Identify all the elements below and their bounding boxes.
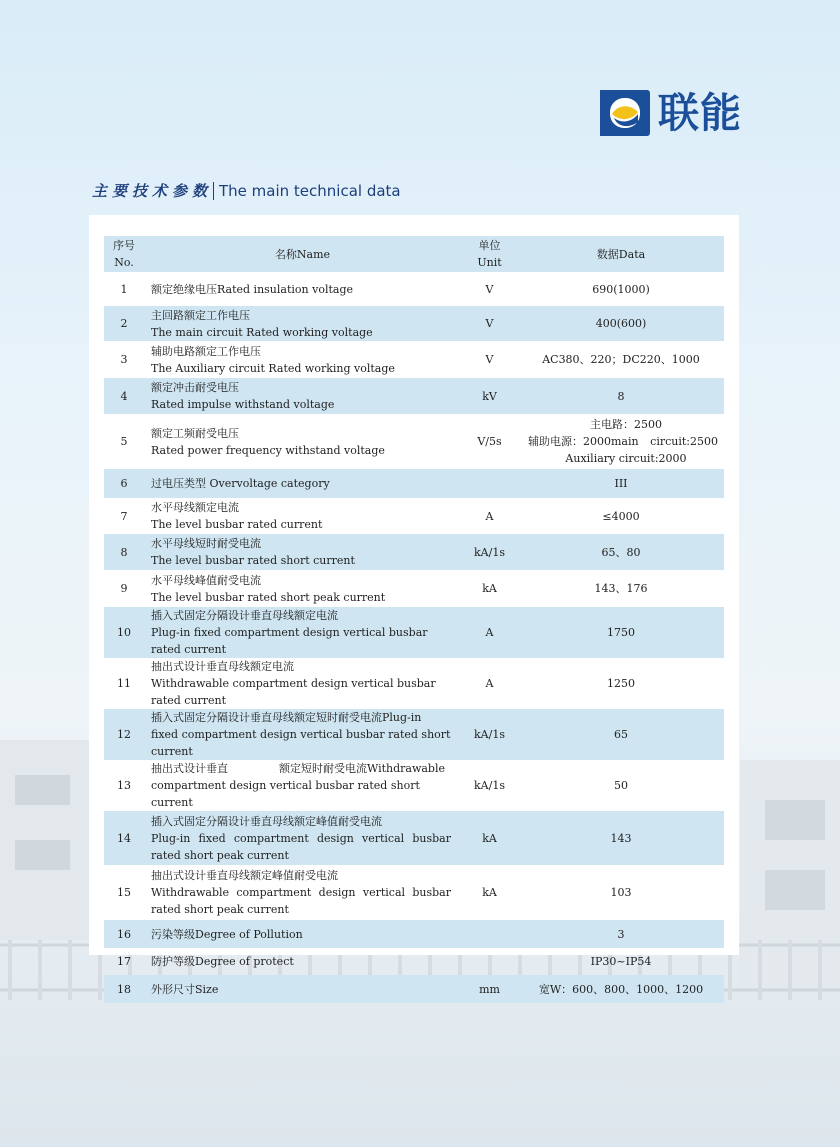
brand-logo [600,90,742,136]
table-row: 14 插入式固定分隔设计垂直母线额定峰值耐受电流 Plug-in fixed compartment design vertical busbar rated short peak current kA 143 [104,811,724,865]
header-no: 序号 No. [104,236,144,272]
header-unit: 单位 Unit [461,236,518,272]
section-heading [92,180,401,201]
heading-en: The main technical data [219,181,401,200]
table-row: 15 抽出式设计垂直母线额定峰值耐受电流 Withdrawable compartment design vertical busbar rated short peak current kA 103 [117,869,632,916]
table-row: 9 水平母线峰值耐受电流 The level busbar rated short peak current kA 143、176 [120,573,648,604]
table-row: 13 抽出式设计垂直 额定短时耐受电流Withdrawable compartment design vertical busbar rated short current kA/1s 50 [117,762,628,809]
spec-panel [89,215,739,996]
table-row: 16 污染等级Degree of Pollution 3 [104,920,724,948]
table-row: 2 主回路额定工作电压 The main circuit Rated working voltage V 400(600) [104,306,724,341]
brand-name: 联能 [658,89,742,137]
heading-divider [213,182,214,200]
table-row: 4 额定冲击耐受电压 Rated impulse withstand voltage kV 8 [104,378,724,414]
table-row: 6 过电压类型 Overvoltage category III [104,469,724,498]
heading-cn: 主要技术参数 [92,182,213,200]
table-row: 18 外形尺寸Size mm 宽W：600、800、1000、1200 [104,975,724,1003]
table-row: 12 插入式固定分隔设计垂直母线额定短时耐受电流Plug-in fixed compartment design vertical busbar rated short current kA/1s 65 [104,709,724,760]
table-row: 11 抽出式设计垂直母线额定电流 Withdrawable compartment design vertical busbar rated current A 1250 [117,660,635,707]
header-data: 数据Data [518,236,724,272]
table-row: 1 额定绝缘电压Rated insulation voltage V 690(1000) [120,282,650,296]
table-row: 3 辅助电路额定工作电压 The Auxiliary circuit Rated working voltage V AC380、220；DC220、1000 [120,344,700,375]
table-row: 5 额定工频耐受电压 Rated power frequency withstand voltage V/5s 主电路：2500 辅助电源：2000main circuit:2500 Auxiliary circuit:2000 [120,418,718,465]
spec-table [104,236,724,1003]
header-name: 名称Name [144,236,461,272]
table-row: 7 水平母线额定电流 The level busbar rated current A ≤4000 [120,501,640,531]
table-header-row [104,236,724,272]
table-row: 10 插入式固定分隔设计垂直母线额定电流 Plug-in fixed compartment design vertical busbar rated current A 1750 [104,607,724,658]
table-row: 8 水平母线短时耐受电流 The level busbar rated short current kA/1s 65、80 [104,534,724,570]
table-row: 17 防护等级Degree of protect IP30~IP54 [117,955,652,968]
logo-mark-icon [600,90,650,136]
